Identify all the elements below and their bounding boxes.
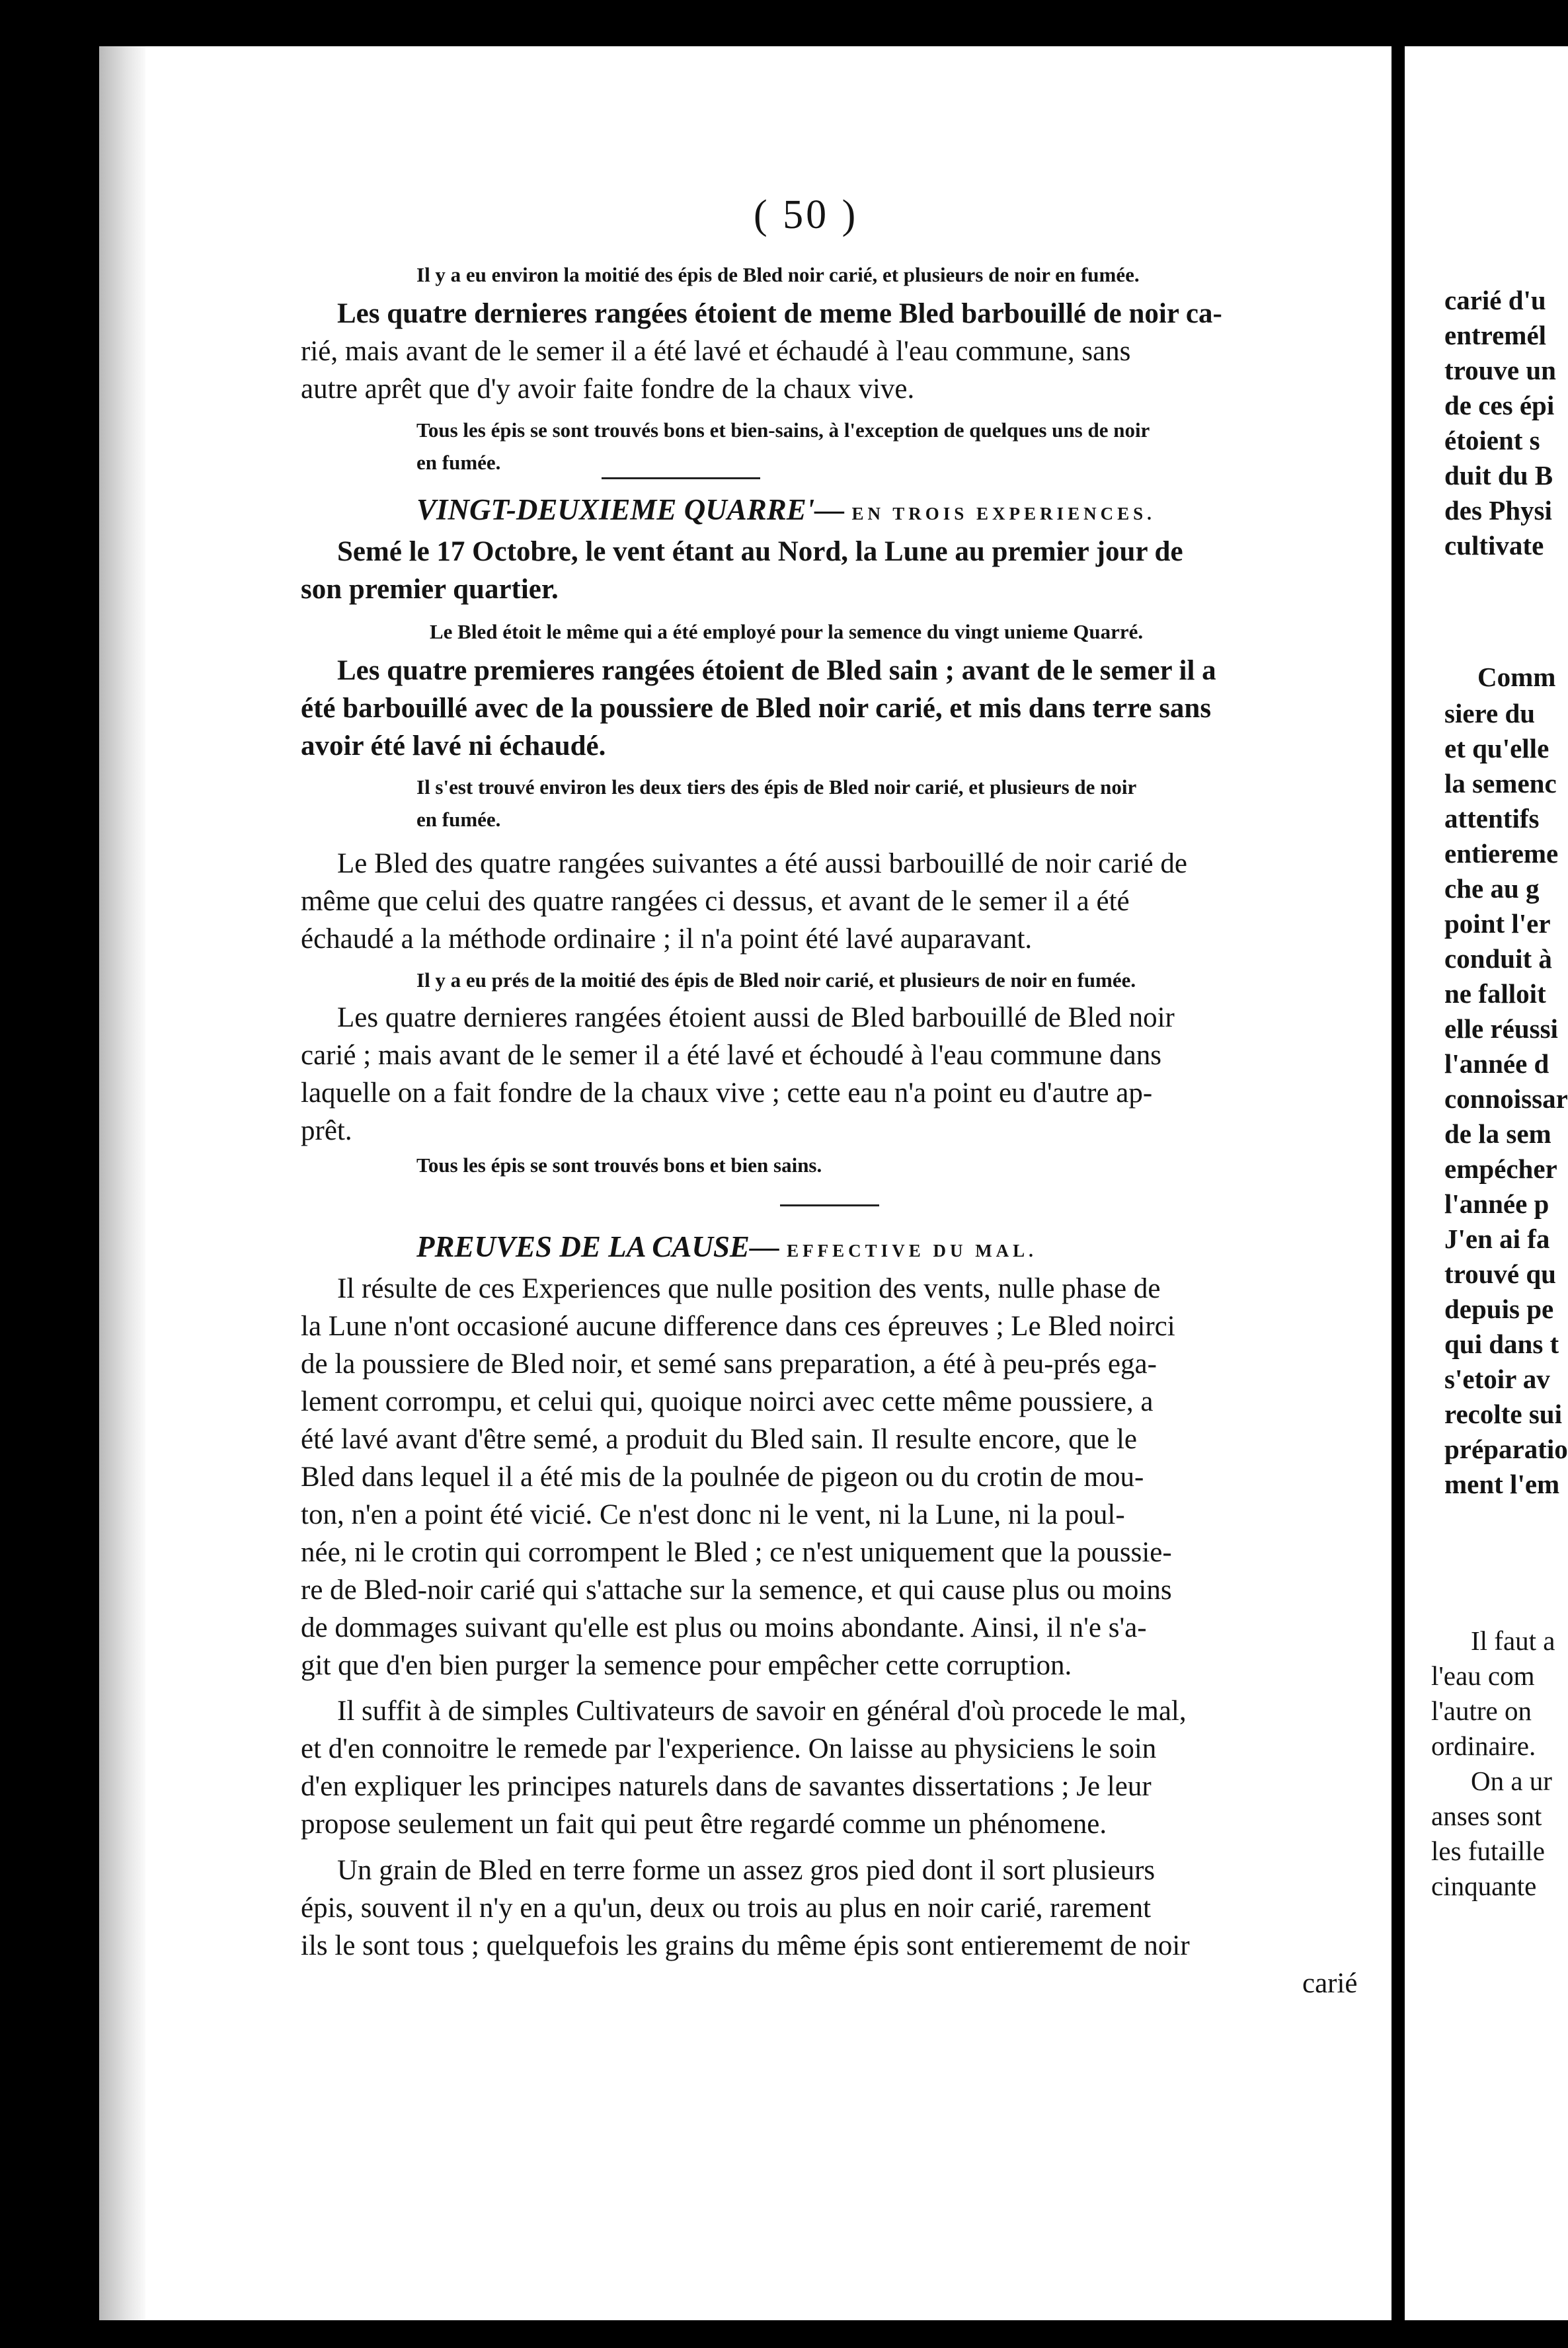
l31: Bled dans lequel il a été mis de la poulnée de pigeon ou du crotin de mou- [301, 1462, 1144, 1493]
r01: carié d'u [1444, 285, 1546, 315]
l34: re de Bled-noir carié qui s'attache sur la semence, et qui cause plus ou moins [301, 1575, 1172, 1606]
r09: Comm [1477, 662, 1556, 692]
l19: Il y a eu prés de la moitié des épis de Bled noir carié, et plusieurs de noir en fumée. [416, 968, 1136, 992]
r18: ne falloit [1444, 978, 1546, 1009]
r33: Il faut a [1471, 1625, 1555, 1656]
r08: cultivate [1444, 530, 1544, 561]
l09: son premier quartier. [301, 574, 559, 605]
l21: carié ; mais avant de le semer il a été lavé et échoudé à l'eau commune dans [301, 1040, 1161, 1071]
l23: prêt. [301, 1115, 352, 1146]
section-rule [780, 1204, 879, 1206]
r28: qui dans t [1444, 1329, 1559, 1359]
l03: rié, mais avant de le semer il a été lavé et échaudé à l'eau commune, sans [301, 336, 1131, 367]
r06: duit du B [1444, 460, 1553, 490]
r05: étoient s [1444, 425, 1540, 455]
r03: trouve un [1444, 355, 1556, 385]
r13: attentifs [1444, 803, 1540, 834]
l39: d'en expliquer les principes naturels dans de savantes dissertations ; Je leur [301, 1771, 1152, 1802]
heading-1-smallcaps: EN TROIS EXPERIENCES. [851, 504, 1156, 524]
r31: préparatio [1444, 1434, 1568, 1464]
l04: autre aprêt que d'y avoir faite fondre de la chaux vive. [301, 373, 915, 405]
r36: ordinaire. [1431, 1731, 1536, 1761]
r19: elle réussi [1444, 1013, 1558, 1044]
l41: Un grain de Bled en terre forme un assez gros pied dont il sort plusieurs [337, 1855, 1156, 1886]
l26: Il résulte de ces Experiences que nulle position des vents, nulle phase de [337, 1273, 1161, 1304]
l01: Il y a eu environ la moitié des épis de Bled noir carié, et plusieurs de noir en fumée. [416, 263, 1140, 286]
r24: l'année p [1444, 1189, 1549, 1219]
l11: Les quatre premieres rangées étoient de Bled sain ; avant de le semer il a [337, 655, 1216, 686]
l33: née, ni le crotin qui corrompent le Bled ; ce n'est uniquement que la poussie- [301, 1537, 1172, 1568]
l02: Les quatre dernieres rangées étoient de meme Bled barbouillé de noir ca- [337, 298, 1222, 329]
l38: et d'en connoitre le remede par l'experience. On laisse au physiciens le soin [301, 1733, 1157, 1764]
page-number: ( 50 ) [754, 192, 859, 237]
section-heading-2 [416, 1230, 1037, 1264]
r15: che au g [1444, 873, 1540, 904]
r07: des Physi [1444, 495, 1552, 526]
catchword: carié [1302, 1968, 1358, 1999]
l18: échaudé a la méthode ordinaire ; il n'a point été lavé auparavant. [301, 923, 1033, 955]
l17: même que celui des quatre rangées ci dessus, et avant de le semer il a été [301, 886, 1130, 917]
right-page [1405, 46, 1568, 2320]
r02: entremél [1444, 320, 1547, 350]
r38: anses sont [1431, 1801, 1542, 1831]
r26: trouvé qu [1444, 1259, 1556, 1289]
heading-2-smallcaps: EFFECTIVE DU MAL. [787, 1241, 1037, 1261]
r39: les futaille [1431, 1836, 1545, 1866]
r34: l'eau com [1431, 1661, 1535, 1691]
l40: propose seulement un fait qui peut être regardé comme un phénomene. [301, 1809, 1107, 1840]
l43: ils le sont tous ; quelquefois les grains du même épis sont entierememt de noir [301, 1930, 1190, 1961]
l32: ton, n'en a point été vicié. Ce n'est donc ni le vent, ni la Lune, ni la poul- [301, 1499, 1125, 1530]
r22: de la sem [1444, 1118, 1551, 1149]
l36: git que d'en bien purger la semence pour empêcher cette corruption. [301, 1650, 1072, 1681]
section-rule [602, 477, 760, 479]
heading-1-main: VINGT-DEUXIEME QUARRE'— [416, 493, 845, 526]
r04: de ces épi [1444, 390, 1555, 420]
r21: connoissar [1444, 1083, 1568, 1114]
r10: siere du [1444, 698, 1536, 728]
l30: été lavé avant d'être semé, a produit du Bled sain. Il resulte encore, que le [301, 1424, 1137, 1455]
r29: s'etoir av [1444, 1364, 1550, 1394]
r16: point l'er [1444, 908, 1551, 939]
l08: Semé le 17 Octobre, le vent étant au Nord, la Lune au premier jour de [337, 536, 1183, 567]
r20: l'année d [1444, 1048, 1549, 1079]
book-spine [99, 46, 145, 2320]
section-heading-1 [416, 492, 1156, 527]
r11: et qu'elle [1444, 733, 1549, 763]
l16: Le Bled des quatre rangées suivantes a été aussi barbouillé de noir carié de [337, 848, 1187, 879]
l27: la Lune n'ont occasioné aucune difference dans ces épreuves ; Le Bled noirci [301, 1311, 1175, 1342]
l37: Il suffit à de simples Cultivateurs de savoir en général d'où procede le mal, [337, 1696, 1187, 1727]
left-page [145, 46, 1392, 2320]
heading-2-main: PREUVES DE LA CAUSE— [416, 1230, 779, 1263]
l22: laquelle on a fait fondre de la chaux vive ; cette eau n'a point eu d'autre ap- [301, 1077, 1153, 1109]
l15: en fumée. [416, 808, 501, 831]
l35: de dommages suivant qu'elle est plus ou moins abondante. Ainsi, il n'e s'a- [301, 1612, 1147, 1643]
l29: lement corrompu, et celui qui, quoique noirci avec cette même poussiere, a [301, 1386, 1154, 1417]
l10: Le Bled étoit le même qui a été employé pour la semence du vingt unieme Quarré. [430, 620, 1144, 643]
r25: J'en ai fa [1444, 1224, 1550, 1254]
r23: empécher [1444, 1154, 1557, 1184]
r37: On a ur [1471, 1766, 1552, 1796]
r32: ment l'em [1444, 1469, 1560, 1499]
l24: Tous les épis se sont trouvés bons et bien sains. [416, 1154, 822, 1177]
r27: depuis pe [1444, 1294, 1554, 1324]
l28: de la poussiere de Bled noir, et semé sans preparation, a été à peu-prés ega- [301, 1349, 1157, 1380]
r40: cinquante [1431, 1871, 1537, 1901]
l06: en fumée. [416, 451, 501, 474]
l05: Tous les épis se sont trouvés bons et bien-sains, à l'exception de quelques uns de noir [416, 418, 1150, 442]
r12: la semenc [1444, 768, 1557, 799]
r14: entiereme [1444, 838, 1559, 869]
r30: recolte sui [1444, 1399, 1562, 1429]
l14: Il s'est trouvé environ les deux tiers des épis de Bled noir carié, et plusieurs de noir [416, 775, 1137, 799]
l13: avoir été lavé ni échaudé. [301, 730, 606, 762]
r17: conduit à [1444, 943, 1552, 974]
l42: épis, souvent il n'y en a qu'un, deux ou trois au plus en noir carié, rarement [301, 1893, 1152, 1924]
r35: l'autre on [1431, 1696, 1532, 1726]
l20: Les quatre dernieres rangées étoient aussi de Bled barbouillé de Bled noir [337, 1002, 1175, 1033]
l12: été barbouillé avec de la poussiere de Bled noir carié, et mis dans terre sans [301, 693, 1212, 724]
